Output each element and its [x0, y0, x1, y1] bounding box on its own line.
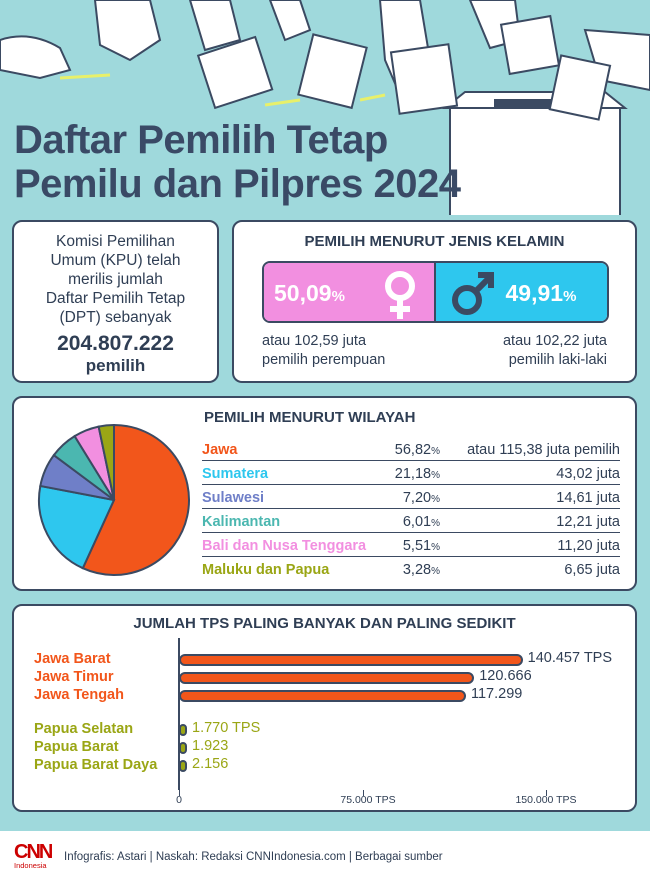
intro-card: [12, 220, 219, 383]
region-count: 6,65 juta: [564, 562, 620, 578]
female-icon: [379, 269, 421, 321]
region-count: 11,20 juta: [557, 538, 620, 554]
male-segment: [436, 263, 608, 321]
tps-value-label: 117.299: [470, 686, 523, 702]
credit-line: Infografis: Astari | Naskah: Redaksi CNNIndonesia.com | Berbagai sumber: [64, 851, 443, 863]
region-pct: 5,51%: [402, 538, 440, 554]
male-icon: [448, 269, 496, 319]
intro-line-1: Komisi Pemilihan: [56, 233, 175, 250]
tps-title: JUMLAH TPS PALING BANYAK DAN PALING SEDIKIT: [133, 615, 516, 632]
intro-line-2: Umum (KPU) telah: [50, 252, 181, 269]
tps-bar: [179, 654, 523, 666]
title-line-2: Pemilu dan Pilpres 2024: [14, 162, 461, 206]
tps-category-label: Jawa Tengah: [34, 687, 124, 703]
intro-line-5: (DPT) sebanyak: [59, 309, 172, 326]
region-count: atau 115,38 juta pemilih: [467, 442, 620, 458]
region-row: [202, 535, 620, 557]
region-row: [202, 439, 620, 461]
region-pct: 21,18%: [394, 466, 440, 482]
region-row: [202, 463, 620, 485]
tps-bar: [179, 690, 466, 702]
page-title: [14, 118, 461, 206]
tps-category-label: Jawa Timur: [34, 669, 114, 685]
tps-card: [12, 604, 637, 812]
region-pct: 6,01%: [402, 514, 440, 530]
region-title: PEMILIH MENURUT WILAYAH: [204, 409, 416, 426]
region-count: 14,61 juta: [556, 490, 620, 506]
region-row: [202, 487, 620, 509]
row-divider: [202, 532, 620, 533]
region-pie-chart: [36, 422, 192, 578]
tps-category-label: Papua Barat: [34, 739, 119, 755]
region-count: 12,21 juta: [556, 514, 620, 530]
intro-line-3: merilis jumlah: [68, 271, 163, 288]
tps-value-label: 1.923: [192, 738, 229, 754]
axis-label-150000: 150.000 TPS: [515, 794, 577, 806]
total-voters: 204.807.222: [57, 332, 174, 355]
total-unit: pemilih: [85, 356, 146, 375]
region-pct: 56,82%: [394, 442, 440, 458]
region-count: 43,02 juta: [556, 466, 620, 482]
tps-value-label: 2.156: [192, 756, 229, 772]
axis-label-75000: 75.000 TPS: [340, 794, 396, 806]
tps-value-label: 140.457 TPS: [527, 650, 613, 666]
tps-value-label: 1.770 TPS: [192, 720, 261, 736]
tps-category-label: Papua Barat Daya: [34, 757, 158, 773]
row-divider: [202, 460, 620, 461]
axis-label-0: 0: [176, 794, 182, 806]
region-row: [202, 511, 620, 533]
region-card: [12, 396, 637, 591]
hand-shape: [0, 36, 70, 78]
female-note: atau 102,59 juta pemilih perempuan: [262, 333, 386, 368]
region-name: Jawa: [202, 442, 238, 458]
tps-bar: [179, 672, 474, 684]
tps-bar: [179, 760, 187, 772]
title-line-1: Daftar Pemilih Tetap: [14, 118, 388, 162]
gender-bar: [262, 261, 609, 323]
gender-title: PEMILIH MENURUT JENIS KELAMIN: [304, 233, 565, 250]
male-pct: 49,91%: [505, 280, 577, 306]
tps-bar: [179, 724, 187, 736]
region-pct: 3,28%: [402, 562, 440, 578]
region-name: Sulawesi: [202, 490, 265, 506]
region-name: Maluku dan Papua: [202, 562, 330, 578]
female-pct: 50,09%: [274, 280, 345, 306]
region-name: Kalimantan: [202, 514, 281, 530]
region-row: [202, 559, 620, 581]
region-name: Bali dan Nusa Tenggara: [202, 538, 367, 554]
tps-category-label: Papua Selatan: [34, 721, 134, 737]
tps-value-label: 120.666: [479, 668, 532, 684]
region-name: Sumatera: [202, 466, 269, 482]
female-segment: [264, 263, 436, 321]
footer: [0, 831, 650, 885]
row-divider: [202, 484, 620, 485]
row-divider: [202, 508, 620, 509]
row-divider: [202, 556, 620, 557]
intro-line-4: Daftar Pemilih Tetap: [45, 290, 186, 307]
region-pct: 7,20%: [402, 490, 440, 506]
cnn-logo: CNN Indonesia: [14, 841, 52, 870]
tps-bar: [179, 742, 187, 754]
tps-category-label: Jawa Barat: [34, 651, 111, 667]
gender-card: [232, 220, 637, 383]
male-note: atau 102,22 juta pemilih laki-laki: [502, 333, 607, 368]
